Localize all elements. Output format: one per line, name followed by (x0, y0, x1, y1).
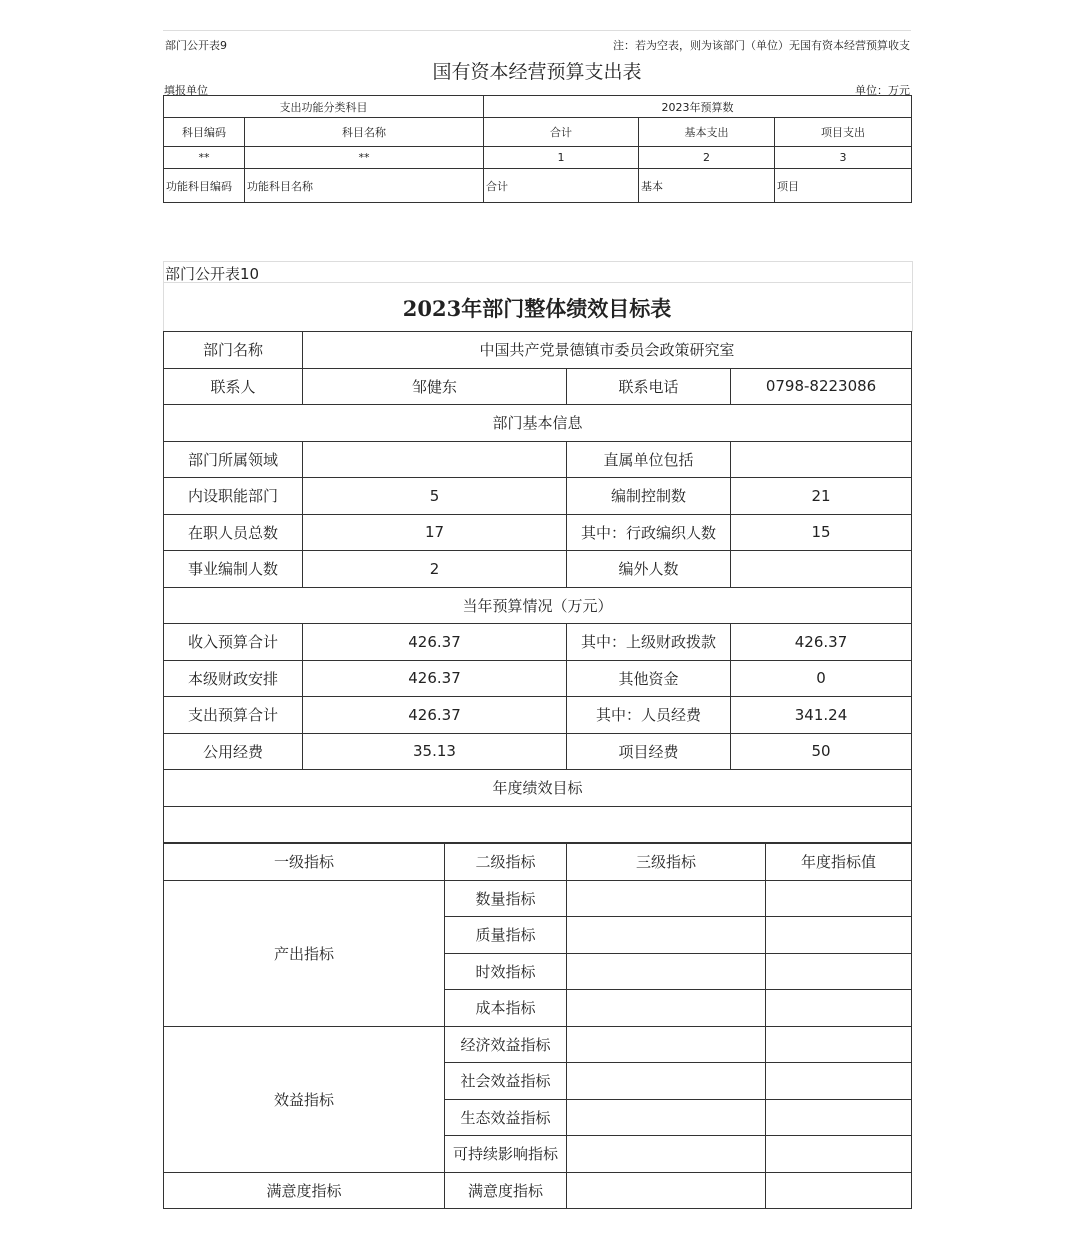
info-value: 2 (303, 551, 567, 588)
index-cell: ** (164, 147, 245, 169)
dept-name: 中国共产党景德镇市委员会政策研究室 (303, 332, 912, 369)
ind-item: 可持续影响指标 (445, 1136, 567, 1173)
info-value (731, 551, 912, 588)
table9 (163, 95, 912, 203)
budget-label: 项目经费 (567, 733, 731, 770)
budget-label: 收入预算合计 (164, 624, 303, 661)
info-value: 17 (303, 514, 567, 551)
dept-name-label: 部门名称 (164, 332, 303, 369)
ind-header: 二级指标 (445, 844, 567, 881)
ind-header: 年度指标值 (766, 844, 912, 881)
budget-value: 35.13 (303, 733, 567, 770)
index-cell: 3 (775, 147, 912, 169)
info-label: 其中：行政编织人数 (567, 514, 731, 551)
budget-label: 其中：上级财政拨款 (567, 624, 731, 661)
table10-label: 部门公开表10 (165, 265, 260, 283)
budget-header: 当年预算情况（万元） (164, 587, 912, 624)
col-header: 合计 (484, 118, 639, 147)
ind-item: 时效指标 (445, 953, 567, 990)
index-cell: 2 (639, 147, 775, 169)
info-label: 在职人员总数 (164, 514, 303, 551)
data-cell: 基本 (639, 169, 775, 203)
budget-value: 426.37 (303, 624, 567, 661)
col-header: 基本支出 (639, 118, 775, 147)
benefit-label: 效益指标 (164, 1026, 445, 1172)
info-label: 直属单位包括 (567, 441, 731, 478)
info-value: 5 (303, 478, 567, 515)
col-header: 科目编码 (164, 118, 245, 147)
goal-text (164, 806, 912, 843)
ind-item: 数量指标 (445, 880, 567, 917)
ind-item: 生态效益指标 (445, 1099, 567, 1136)
data-cell: 合计 (484, 169, 639, 203)
info-label: 编外人数 (567, 551, 731, 588)
phone-label: 联系电话 (567, 368, 731, 405)
ind-header: 三级指标 (567, 844, 766, 881)
goal-header: 年度绩效目标 (164, 770, 912, 807)
output-label: 产出指标 (164, 880, 445, 1026)
info-value: 15 (731, 514, 912, 551)
group-header: 支出功能分类科目 (164, 96, 484, 118)
budget-label: 本级财政安排 (164, 660, 303, 697)
budget-value: 426.37 (303, 697, 567, 734)
budget-value: 0 (731, 660, 912, 697)
budget-value: 426.37 (303, 660, 567, 697)
budget-value: 426.37 (731, 624, 912, 661)
contact: 邹健东 (303, 368, 567, 405)
table9-note: 注：若为空表，则为该部门（单位）无国有资本经营预算收支 (613, 39, 910, 52)
data-cell: 项目 (775, 169, 912, 203)
budget-label: 其他资金 (567, 660, 731, 697)
table10-title: 2023年部门整体绩效目标表 (402, 296, 672, 321)
info-label: 事业编制人数 (164, 551, 303, 588)
info-label: 部门所属领域 (164, 441, 303, 478)
satisfaction-label: 满意度指标 (164, 1172, 445, 1209)
budget-label: 其中：人员经费 (567, 697, 731, 734)
info-value: 21 (731, 478, 912, 515)
budget-label: 支出预算合计 (164, 697, 303, 734)
table9-unit: 单位：万元 (855, 84, 910, 97)
ind-item: 经济效益指标 (445, 1026, 567, 1063)
table9-filler: 填报单位 (164, 84, 208, 97)
ind-header: 一级指标 (164, 844, 445, 881)
info-value (303, 441, 567, 478)
ind-item: 社会效益指标 (445, 1063, 567, 1100)
budget-label: 公用经费 (164, 733, 303, 770)
group-header: 2023年预算数 (484, 96, 912, 118)
info-label: 内设职能部门 (164, 478, 303, 515)
info-label: 编制控制数 (567, 478, 731, 515)
contact-label: 联系人 (164, 368, 303, 405)
col-header: 科目名称 (245, 118, 484, 147)
info-value (731, 441, 912, 478)
budget-value: 341.24 (731, 697, 912, 734)
index-cell: ** (245, 147, 484, 169)
table10-indicators (163, 843, 912, 1209)
table9-title: 国有资本经营预算支出表 (432, 61, 642, 83)
ind-item: 质量指标 (445, 917, 567, 954)
budget-value: 50 (731, 733, 912, 770)
index-cell: 1 (484, 147, 639, 169)
data-cell: 功能科目名称 (245, 169, 484, 203)
col-header: 项目支出 (775, 118, 912, 147)
ind-item: 成本指标 (445, 990, 567, 1027)
data-cell: 功能科目编码 (164, 169, 245, 203)
table10-info (163, 331, 912, 843)
basic-info-header: 部门基本信息 (164, 405, 912, 442)
table9-label: 部门公开表9 (165, 39, 227, 52)
ind-item: 满意度指标 (445, 1172, 567, 1209)
phone: 0798-8223086 (731, 368, 912, 405)
